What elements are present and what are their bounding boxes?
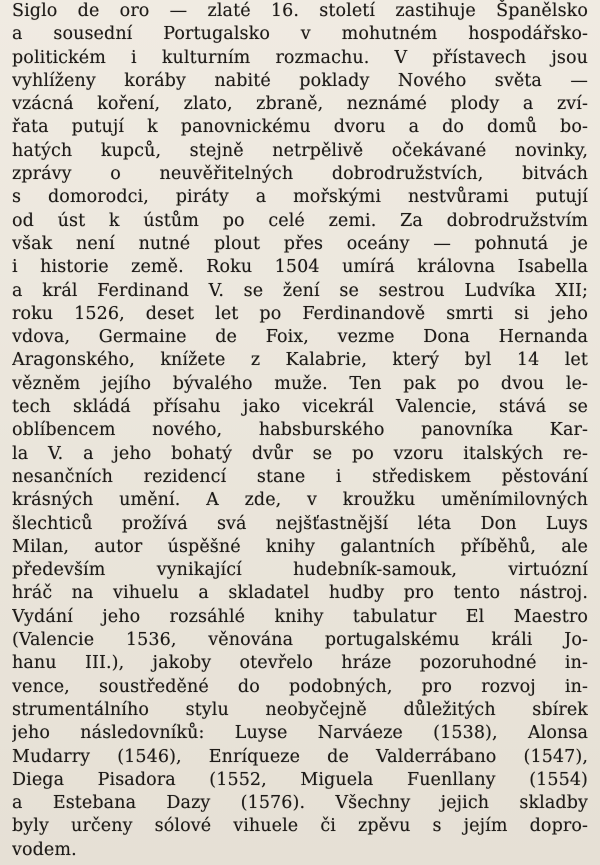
text-line: Diega Pisadora (1552, Miguela Fuenllany (1554) (12, 769, 588, 790)
text-line: i historie země. Roku 1504 umírá královna Isabella (12, 257, 588, 278)
text-line: s domorodci, piráty a mořskými nestvůrami putují (12, 187, 588, 208)
text-line: strumentálního stylu neobyčejně důležitých sbírek (12, 699, 588, 720)
text-line: řata putují k panovnickému dvoru a do domů bo- (12, 117, 588, 138)
text-line: politickém i kulturním rozmachu. V přístavech jsou (12, 47, 588, 68)
text-line: vězněm jejího bývalého muže. Ten pak po dvou le- (12, 373, 588, 394)
text-line: vence, soustředěné do podobných, pro rozvoj in- (12, 676, 588, 697)
text-line: a Estebana Dazy (1576). Všechny jejich skladby (12, 793, 588, 814)
text-line: la V. a jeho bohatý dvůr se po vzoru italských re- (12, 443, 588, 464)
text-line: Siglo de oro — zlaté 16. století zastihuje Španělsko (12, 1, 588, 21)
text-line: a sousední Portugalsko v mohutném hospodářsko- (12, 24, 588, 45)
text-line: (Valencie 1536, věnována portugalskému králi Jo- (12, 630, 588, 651)
text-line: šlechticů prožívá svá nejšťastnější léta Don Luys (12, 513, 588, 534)
text-line: od úst k ústům po celé zemi. Za dobrodružstvím (12, 210, 588, 231)
paragraph-text (12, 0, 588, 862)
text-line: nesančních rezidencí stane i střediskem pěstování (12, 466, 588, 487)
text-line: vzácná koření, zlato, zbraně, neznámé plody a zví- (12, 94, 588, 115)
text-line: Milan, autor úspěšné knihy galantních příběhů, ale (12, 536, 588, 557)
text-line: vyhlíženy koráby nabité poklady Nového světa — (12, 70, 588, 91)
text-line: především vynikající hudebník-samouk, virtuózní (12, 560, 588, 581)
text-line: hanu III.), jakoby otevřelo hráze pozoruhodné in- (12, 653, 588, 674)
text-line: hatých kupců, stejně netrpělivě očekávané novinky, (12, 140, 588, 161)
text-line: Mudarry (1546), Enríqueze de Valderrábano (1547), (12, 746, 588, 767)
text-line: roku 1526, deset let po Ferdinandově smrti si jeho (12, 303, 588, 324)
text-line: Aragonského, knížete z Kalabrie, který byl 14 let (12, 350, 588, 371)
text-line: a král Ferdinand V. se žení se sestrou Ludvíka XII; (12, 280, 588, 301)
text-line: krásných umění. A zde, v kroužku uměnímilovných (12, 490, 588, 511)
text-line: oblíbencem nového, habsburského panovníka Kar- (12, 420, 588, 441)
text-line: zprávy o neuvěřitelných dobrodružstvích, bitvách (12, 164, 588, 185)
text-line: hráč na vihuelu a skladatel hudby pro tento nástroj. (12, 583, 588, 604)
text-line: však není nutné plout přes oceány — pohnutá je (12, 233, 588, 254)
text-line: tech skládá přísahu jako vicekrál Valencie, stává se (12, 397, 588, 418)
text-line: vdova, Germaine de Foix, vezme Dona Hernanda (12, 327, 588, 348)
text-line: jeho následovníků: Luyse Narváeze (1538), Alonsa (12, 723, 588, 744)
text-line: Vydání jeho rozsáhlé knihy tabulatur El Maestro (12, 606, 588, 627)
text-line: vodem. (12, 839, 77, 860)
text-line: byly určeny sólové vihuele či zpěvu s jejím dopro- (12, 816, 588, 837)
